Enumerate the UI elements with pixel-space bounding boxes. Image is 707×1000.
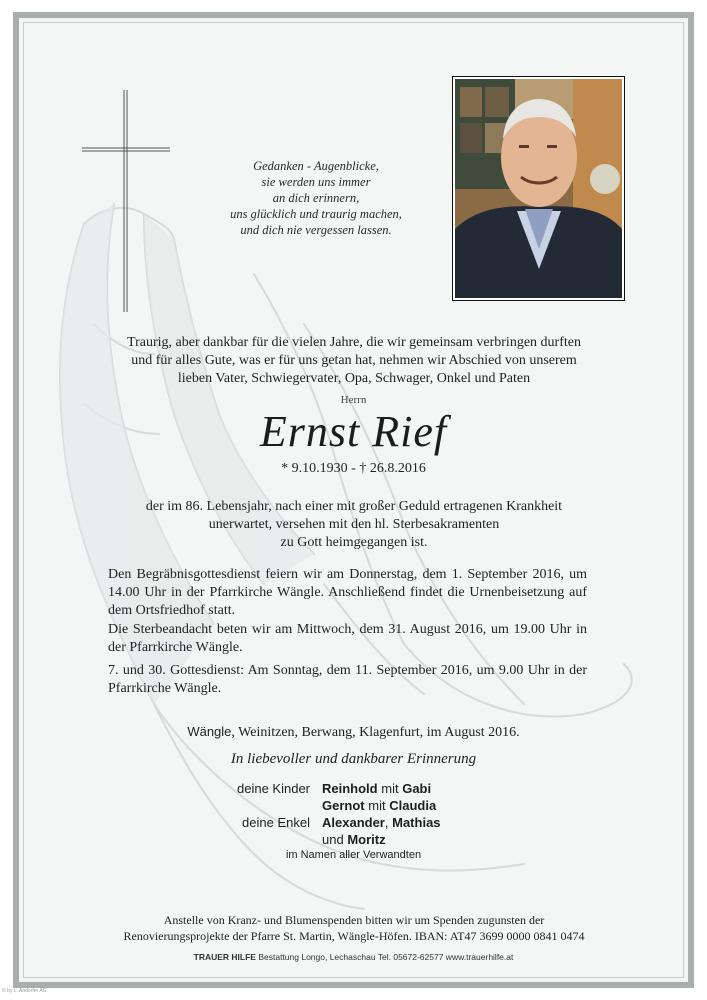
footer-details: Bestattung Longo, Lechaschau Tel. 05672-62577 www.trauerhilfe.at: [258, 952, 514, 962]
portrait-photo: [452, 76, 625, 301]
child-entry: [322, 780, 431, 797]
intro-line: lieben Vater, Schwiegervater, Opa, Schwager, Onkel und Paten: [177, 371, 531, 386]
passing-line: der im 86. Lebensjahr, nach einer mit großer Geduld ertragenen Krankheit: [145, 499, 563, 514]
poem-line: uns glücklich und traurig machen,: [230, 207, 402, 221]
memorial-poem: [210, 158, 422, 238]
deceased-name: Ernst Rief: [259, 407, 448, 456]
child-entry: [322, 797, 436, 814]
funeral-service-text: Den Begräbnisgottesdienst feiern wir am Donnerstag, dem 1. September 2016, um 14.00 Uhr in der Pfarrkirche Wängle. Anschließend findet die Urnenbeisetzung auf dem Ortsfriedhof statt.: [108, 567, 587, 618]
partner-name: Claudia: [389, 798, 437, 813]
grandchildren-entry: [322, 814, 441, 831]
cross-icon: [80, 88, 172, 314]
honorific: Herrn: [340, 394, 367, 406]
closing-line: Anstelle von Kranz- und Blumenspenden bitten wir um Spenden zugunsten der: [163, 913, 545, 927]
passing-line: zu Gott heimgegangen ist.: [280, 535, 428, 550]
child-name: Reinhold: [322, 781, 378, 796]
funeral-home-footer: [0, 952, 707, 962]
passing-line: unerwartet, versehen mit den hl. Sterbesakramenten: [208, 517, 500, 532]
partner-name: Gabi: [402, 781, 432, 796]
poem-line: und dich nie vergessen lassen.: [240, 223, 392, 237]
place-town: Wängle: [187, 724, 232, 739]
grandchild-name: Alexander: [322, 815, 385, 830]
intro-text: [80, 334, 628, 388]
donation-request: [80, 912, 628, 944]
poem-line: Gedanken - Augenblicke,: [253, 159, 379, 173]
child-name: Gernot: [322, 798, 365, 813]
grandchild-name: Moritz: [347, 832, 386, 847]
joiner: mit: [368, 798, 386, 813]
print-credit: © by L. Andorfer AG: [2, 988, 47, 994]
intro-line: und für alles Gute, was er für uns getan hat, nehmen wir Abschied von unserem: [131, 353, 577, 368]
closing-line: Renovierungsprojekte der Pfarre St. Martin, Wängle-Höfen. IBAN: AT47 3699 0000 0841 0474: [123, 929, 585, 943]
place-rest: , Weinitzen, Berwang, Klagenfurt, im August 2016.: [231, 725, 520, 740]
grandchildren-label: deine Enkel: [242, 815, 310, 830]
separator: ,: [384, 815, 389, 830]
vigil-text: Die Sterbeandacht beten wir am Mittwoch, dem 31. August 2016, um 19.00 Uhr in der Pfarrkirche Wängle.: [108, 622, 587, 655]
grandchild-name: Mathias: [392, 815, 441, 830]
life-dates: * 9.10.1930 - † 26.8.2016: [281, 461, 426, 476]
joiner: mit: [381, 781, 399, 796]
memory-line: In liebevoller und dankbarer Erinnerung: [230, 751, 477, 767]
memorial-mass-text: 7. und 30. Gottesdienst: Am Sonntag, dem 11. September 2016, um 9.00 Uhr in der Pfarrkirche Wängle.: [108, 663, 587, 696]
poem-line: sie werden uns immer: [261, 175, 371, 189]
place-and-date: [0, 724, 707, 741]
children-label: deine Kinder: [237, 781, 310, 796]
joiner: und: [322, 832, 344, 847]
footer-brand: TRAUER HILFE: [193, 952, 256, 962]
intro-line: Traurig, aber dankbar für die vielen Jahre, die wir gemeinsam verbringen durften: [127, 335, 581, 350]
relatives-line: im Namen aller Verwandten: [285, 849, 422, 861]
passing-text: [80, 498, 628, 552]
grandchildren-entry: [322, 831, 386, 848]
poem-line: an dich erinnern,: [272, 191, 360, 205]
